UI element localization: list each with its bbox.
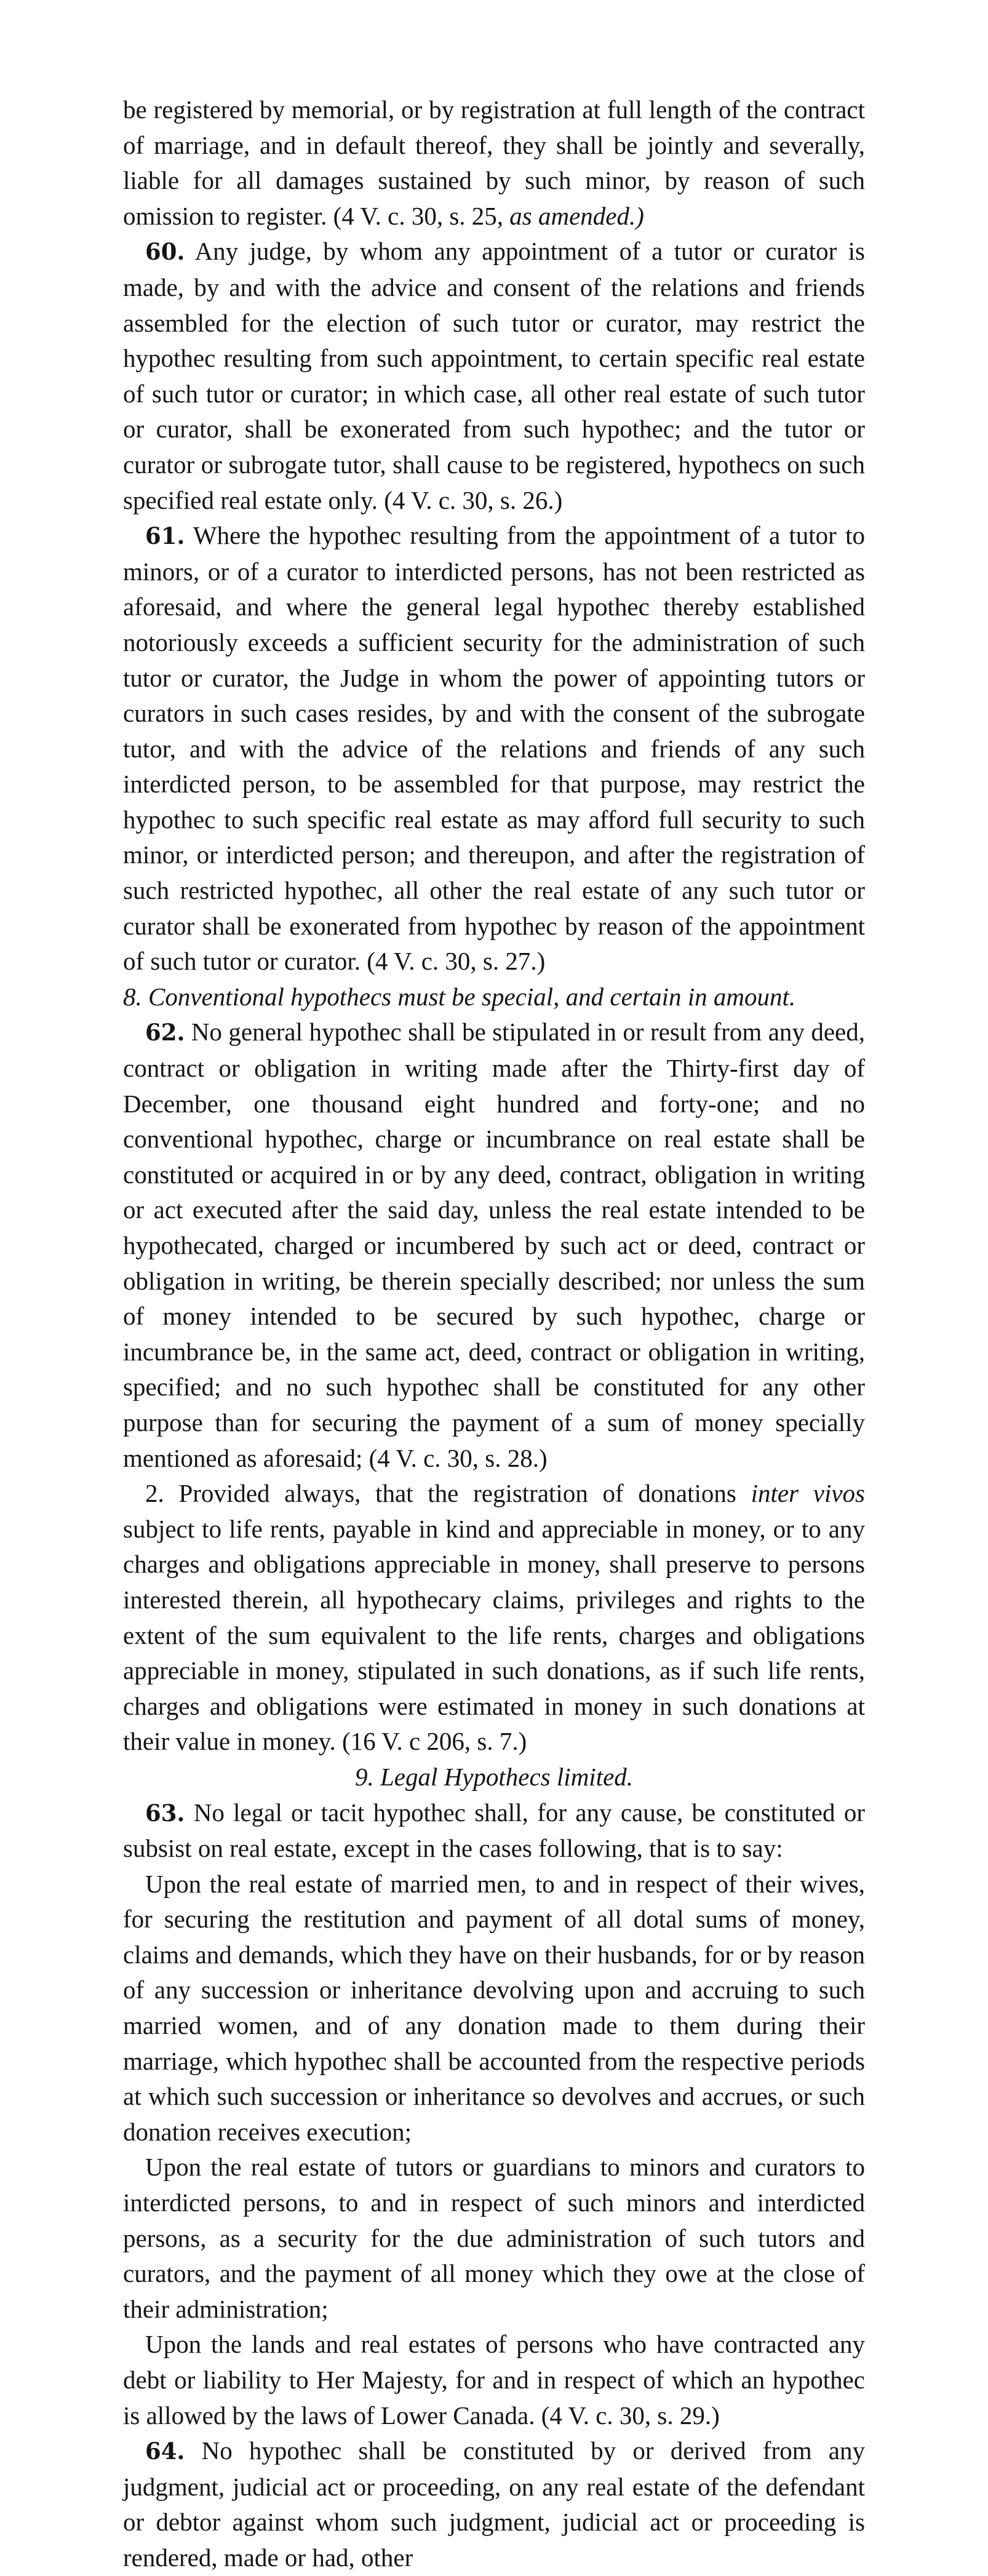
latin-phrase: inter vivos: [751, 1479, 865, 1508]
proviso-text-start: 2. Provided always, that the registration of donations: [145, 1479, 751, 1508]
proviso-text-end: subject to life rents, payable in kind and appreciable in money, or to any charges and obligations appreciable in money, shall preserve to persons interested therein, all hypothecary claims, privileges and rights to the extent of the sum equivalent to the life rents, charges and obligations appreciable in money, stipulated in such donations, as if such life rents, charges and obligations were estimated in money in such donations at their value in money. (16 V. c 206, s. 7.): [123, 1514, 865, 1756]
page-text: [123, 92, 865, 2576]
section-number: 60.: [145, 238, 185, 266]
paragraph-text: be registered by memorial, or by registration at full length of the contract of marriage, and in default thereof, they shall be jointly and severally, liable for all damages sustained by such minor, by reason of such omission to register. (4 V. c. 30, s. 25,: [123, 95, 865, 230]
clause-debt-to-majesty: Upon the lands and real estates of persons who have contracted any debt or liability to Her Majesty, for and in respect of which an hypothec is allowed by the laws of Lower Canada. (4 V. c. 30, s. 29.): [123, 2330, 865, 2430]
section-number: 61.: [145, 522, 185, 550]
section-text: Any judge, by whom any appointment of a tutor or curator is made, by and with the advice and consent of the relations and friends assembled for the election of such tutor or curator, may restrict the hypothec resulting from such appointment, to certain specific real estate of such tutor or curator; in which case, all other real estate of such tutor or curator, shall be exonerated from such hypothec; and the tutor or curator or subrogate tutor, shall cause to be registered, hypothecs on such specified real estate only. (4 V. c. 30, s. 26.): [123, 237, 865, 514]
clause-tutors-curators: Upon the real estate of tutors or guardians to minors and curators to interdicted persons, to and in respect of such minors and interdicted persons, as a security for the due administration of such tutors and curators, and the payment of all money which they owe at the close of their administration;: [123, 2153, 865, 2323]
section-text: No general hypothec shall be stipulated in or result from any deed, contract or obligation in writing made after the Thirty-first day of December, one thousand eight hundred and forty-one; and no conventional hypothec, charge or incumbrance on real estate shall be constituted or acquired in or by any deed, contract, obligation in writing or act executed after the said day, unless the real estate intended to be hypothecated, charged or incumbered by such act or deed, contract or obligation in writing, be therein specially described; nor unless the sum of money intended to be secured by such hypothec, charge or incumbrance be, in the same act, deed, contract or obligation in writing, specified; and no such hypothec shall be constituted for any other purpose than for securing the payment of a sum of money specially mentioned as aforesaid; (4 V. c. 30, s. 28.): [123, 1018, 865, 1472]
section-62: [123, 1015, 865, 1476]
section-text: No legal or tacit hypothec shall, for any cause, be constituted or subsist on real estate, except in the cases following, that is to say:: [123, 1798, 865, 1863]
paragraph-continuation: [123, 92, 865, 234]
section-64: [123, 2433, 865, 2575]
citation-note: as amended.): [509, 201, 644, 230]
clause-married-men: Upon the real estate of married men, to and in respect of their wives, for securing the restitution and payment of all dotal sums of money, claims and demands, which they have on their husbands, for or by reason of any succession or inheritance devolving upon and accruing to such married women, and of any donation made to them during their marriage, which hypothec shall be accounted from the respective periods at which such succession or inheritance so devolves and accrues, or such donation receives execution;: [123, 1869, 865, 2146]
section-60: [123, 234, 865, 518]
section-61: [123, 518, 865, 979]
proviso-paragraph: [123, 1476, 865, 1760]
section-number: 63.: [145, 1799, 185, 1827]
subheading-conventional-hypothecs: 8. Conventional hypothecs must be special, and certain in amount.: [123, 982, 796, 1011]
section-63: [123, 1795, 865, 1867]
section-number: 62.: [145, 1019, 185, 1047]
section-number: 64.: [145, 2438, 185, 2465]
section-text: No hypothec shall be constituted by or derived from any judgment, judicial act or proceeding, on any real estate of the defendant or debtor against whom such judgment, judicial act or proceeding is rendered, made or had, other: [123, 2436, 865, 2572]
section-text: Where the hypothec resulting from the appointment of a tutor to minors, or of a curator to interdicted persons, has not been restricted as aforesaid, and where the general legal hypothec thereby established notoriously exceeds a sufficient security for the administration of such tutor or curator, the Judge in whom the power of appointing tutors or curators in such cases resides, by and with the consent of the subrogate tutor, and with the advice of the relations and friends of any such interdicted person, to be assembled for that purpose, may restrict the hypothec to such specific real estate as may afford full security to such minor, or interdicted person; and thereupon, and after the registration of such restricted hypothec, all other the real estate of any such tutor or curator shall be exonerated from hypothec by reason of the appointment of such tutor or curator. (4 V. c. 30, s. 27.): [123, 521, 865, 976]
subheading-legal-hypothecs: 9. Legal Hypothecs limited.: [354, 1762, 634, 1791]
